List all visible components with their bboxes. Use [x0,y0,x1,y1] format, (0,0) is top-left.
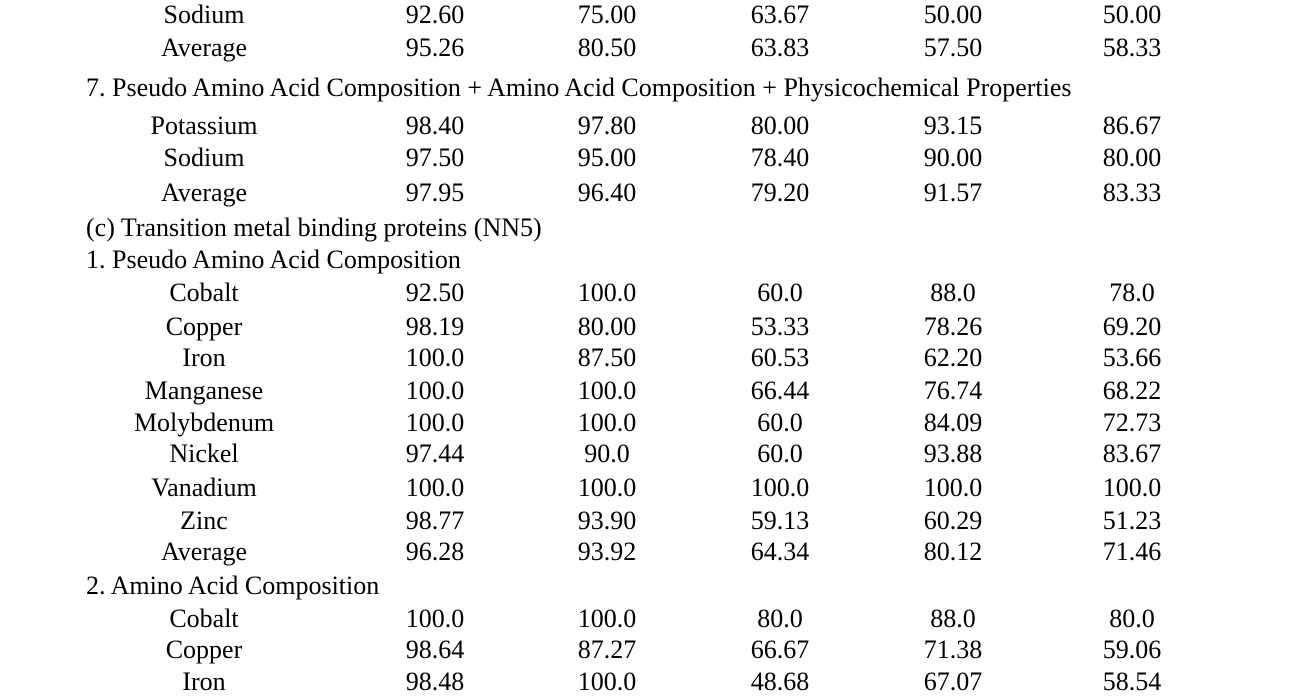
table-row [0,535,1303,569]
row-label: Vanadium [151,473,257,502]
table-cell: 68.22 [1102,376,1162,405]
table-row [0,406,1303,440]
table-cell: 63.67 [750,0,810,29]
table-cell: 71.38 [923,635,983,664]
table-row [0,374,1303,408]
table-cell: 100.0 [405,343,465,372]
table-cell: 90.0 [584,439,630,468]
table-cell: 78.40 [750,143,810,172]
table-cell: 60.0 [757,439,803,468]
section-heading-line [0,211,1303,245]
table-cell: 50.00 [1102,0,1162,29]
table-cell: 58.54 [1102,667,1162,696]
table-row [0,0,1303,32]
table-row [0,602,1303,636]
table-cell: 83.67 [1102,439,1162,468]
table-cell: 59.06 [1102,635,1162,664]
table-row [0,341,1303,375]
row-label: Copper [165,312,243,341]
table-cell: 97.50 [405,143,465,172]
table-cell: 100.0 [923,473,983,502]
table-cell: 60.0 [757,278,803,307]
row-label: Iron [182,343,226,372]
table-cell: 87.27 [577,635,637,664]
row-label: Average [160,178,248,207]
section-heading: 1. Pseudo Amino Acid Composition [86,245,461,274]
table-cell: 93.88 [923,439,983,468]
table-cell: 80.12 [923,537,983,566]
table-cell: 87.50 [577,343,637,372]
table-cell: 100.0 [577,604,637,633]
table-row [0,31,1303,65]
row-label: Copper [165,635,243,664]
table-cell: 51.23 [1102,506,1162,535]
row-label: Sodium [163,0,245,29]
table-cell: 80.0 [1109,604,1155,633]
table-cell: 88.0 [930,604,976,633]
row-label: Average [160,537,248,566]
table-row [0,437,1303,471]
table-cell: 58.33 [1102,33,1162,62]
table-cell: 91.57 [923,178,983,207]
table-row [0,471,1303,505]
table-cell: 78.0 [1109,278,1155,307]
table-cell: 96.28 [405,537,465,566]
table-cell: 80.50 [577,33,637,62]
section-heading: 2. Amino Acid Composition [86,571,380,600]
table-cell: 57.50 [923,33,983,62]
table-cell: 62.20 [923,343,983,372]
table-cell: 72.73 [1102,408,1162,437]
table-row [0,665,1303,699]
table-row [0,310,1303,344]
row-label: Average [160,33,248,62]
table-cell: 95.26 [405,33,465,62]
table-cell: 66.44 [750,376,810,405]
table-cell: 79.20 [750,178,810,207]
table-cell: 86.67 [1102,111,1162,140]
table-cell: 100.0 [577,376,637,405]
table-row [0,633,1303,667]
table-cell: 66.67 [750,635,810,664]
table-cell: 78.26 [923,312,983,341]
table-cell: 63.83 [750,33,810,62]
table-cell: 98.77 [405,506,465,535]
table-cell: 53.33 [750,312,810,341]
table-cell: 76.74 [923,376,983,405]
table-row [0,276,1303,310]
table-cell: 93.90 [577,506,637,535]
table-cell: 75.00 [577,0,637,29]
table-cell: 80.00 [1102,143,1162,172]
table-row [0,141,1303,175]
row-label: Potassium [150,111,258,140]
table-cell: 60.29 [923,506,983,535]
table-cell: 97.44 [405,439,465,468]
row-label: Molybdenum [133,408,275,437]
table-cell: 90.00 [923,143,983,172]
table-cell: 98.64 [405,635,465,664]
row-label: Sodium [163,143,245,172]
row-label: Zinc [180,506,228,535]
row-label: Iron [182,667,226,696]
table-cell: 83.33 [1102,178,1162,207]
table-cell: 53.66 [1102,343,1162,372]
table-cell: 100.0 [577,408,637,437]
row-label: Manganese [144,376,264,405]
table-cell: 95.00 [577,143,637,172]
table-cell: 98.48 [405,667,465,696]
table-cell: 71.46 [1102,537,1162,566]
table-cell: 92.50 [405,278,465,307]
table-row [0,504,1303,538]
table-cell: 59.13 [750,506,810,535]
table-cell: 80.00 [577,312,637,341]
table-cell: 100.0 [577,278,637,307]
section-heading-line [0,569,1303,603]
table-cell: 93.92 [577,537,637,566]
table-cell: 88.0 [930,278,976,307]
section-heading-line [0,71,1303,105]
table-cell: 96.40 [577,178,637,207]
table-cell: 80.0 [757,604,803,633]
row-label: Nickel [169,439,239,468]
table-cell: 97.95 [405,178,465,207]
table-cell: 69.20 [1102,312,1162,341]
table-cell: 60.53 [750,343,810,372]
table-cell: 60.0 [757,408,803,437]
table-cell: 98.19 [405,312,465,341]
table-cell: 100.0 [577,473,637,502]
table-cell: 92.60 [405,0,465,29]
table-row [0,109,1303,143]
table-cell: 100.0 [750,473,810,502]
table-cell: 64.34 [750,537,810,566]
table-cell: 100.0 [405,376,465,405]
table-cell: 48.68 [750,667,810,696]
table-cell: 67.07 [923,667,983,696]
table-cell: 50.00 [923,0,983,29]
table-cell: 97.80 [577,111,637,140]
table-cell: 93.15 [923,111,983,140]
section-heading-line [0,243,1303,277]
table-cell: 80.00 [750,111,810,140]
section-heading: (c) Transition metal binding proteins (NN5) [86,213,542,242]
table-cell: 100.0 [577,667,637,696]
table-cell: 100.0 [1102,473,1162,502]
table-cell: 98.40 [405,111,465,140]
row-label: Cobalt [169,278,239,307]
section-heading: 7. Pseudo Amino Acid Composition + Amino Acid Composition + Physicochemical Properties [86,73,1072,102]
table-cell: 84.09 [923,408,983,437]
table-cell: 100.0 [405,473,465,502]
table-cell: 100.0 [405,408,465,437]
table-cell: 100.0 [405,604,465,633]
table-row [0,176,1303,210]
row-label: Cobalt [169,604,239,633]
